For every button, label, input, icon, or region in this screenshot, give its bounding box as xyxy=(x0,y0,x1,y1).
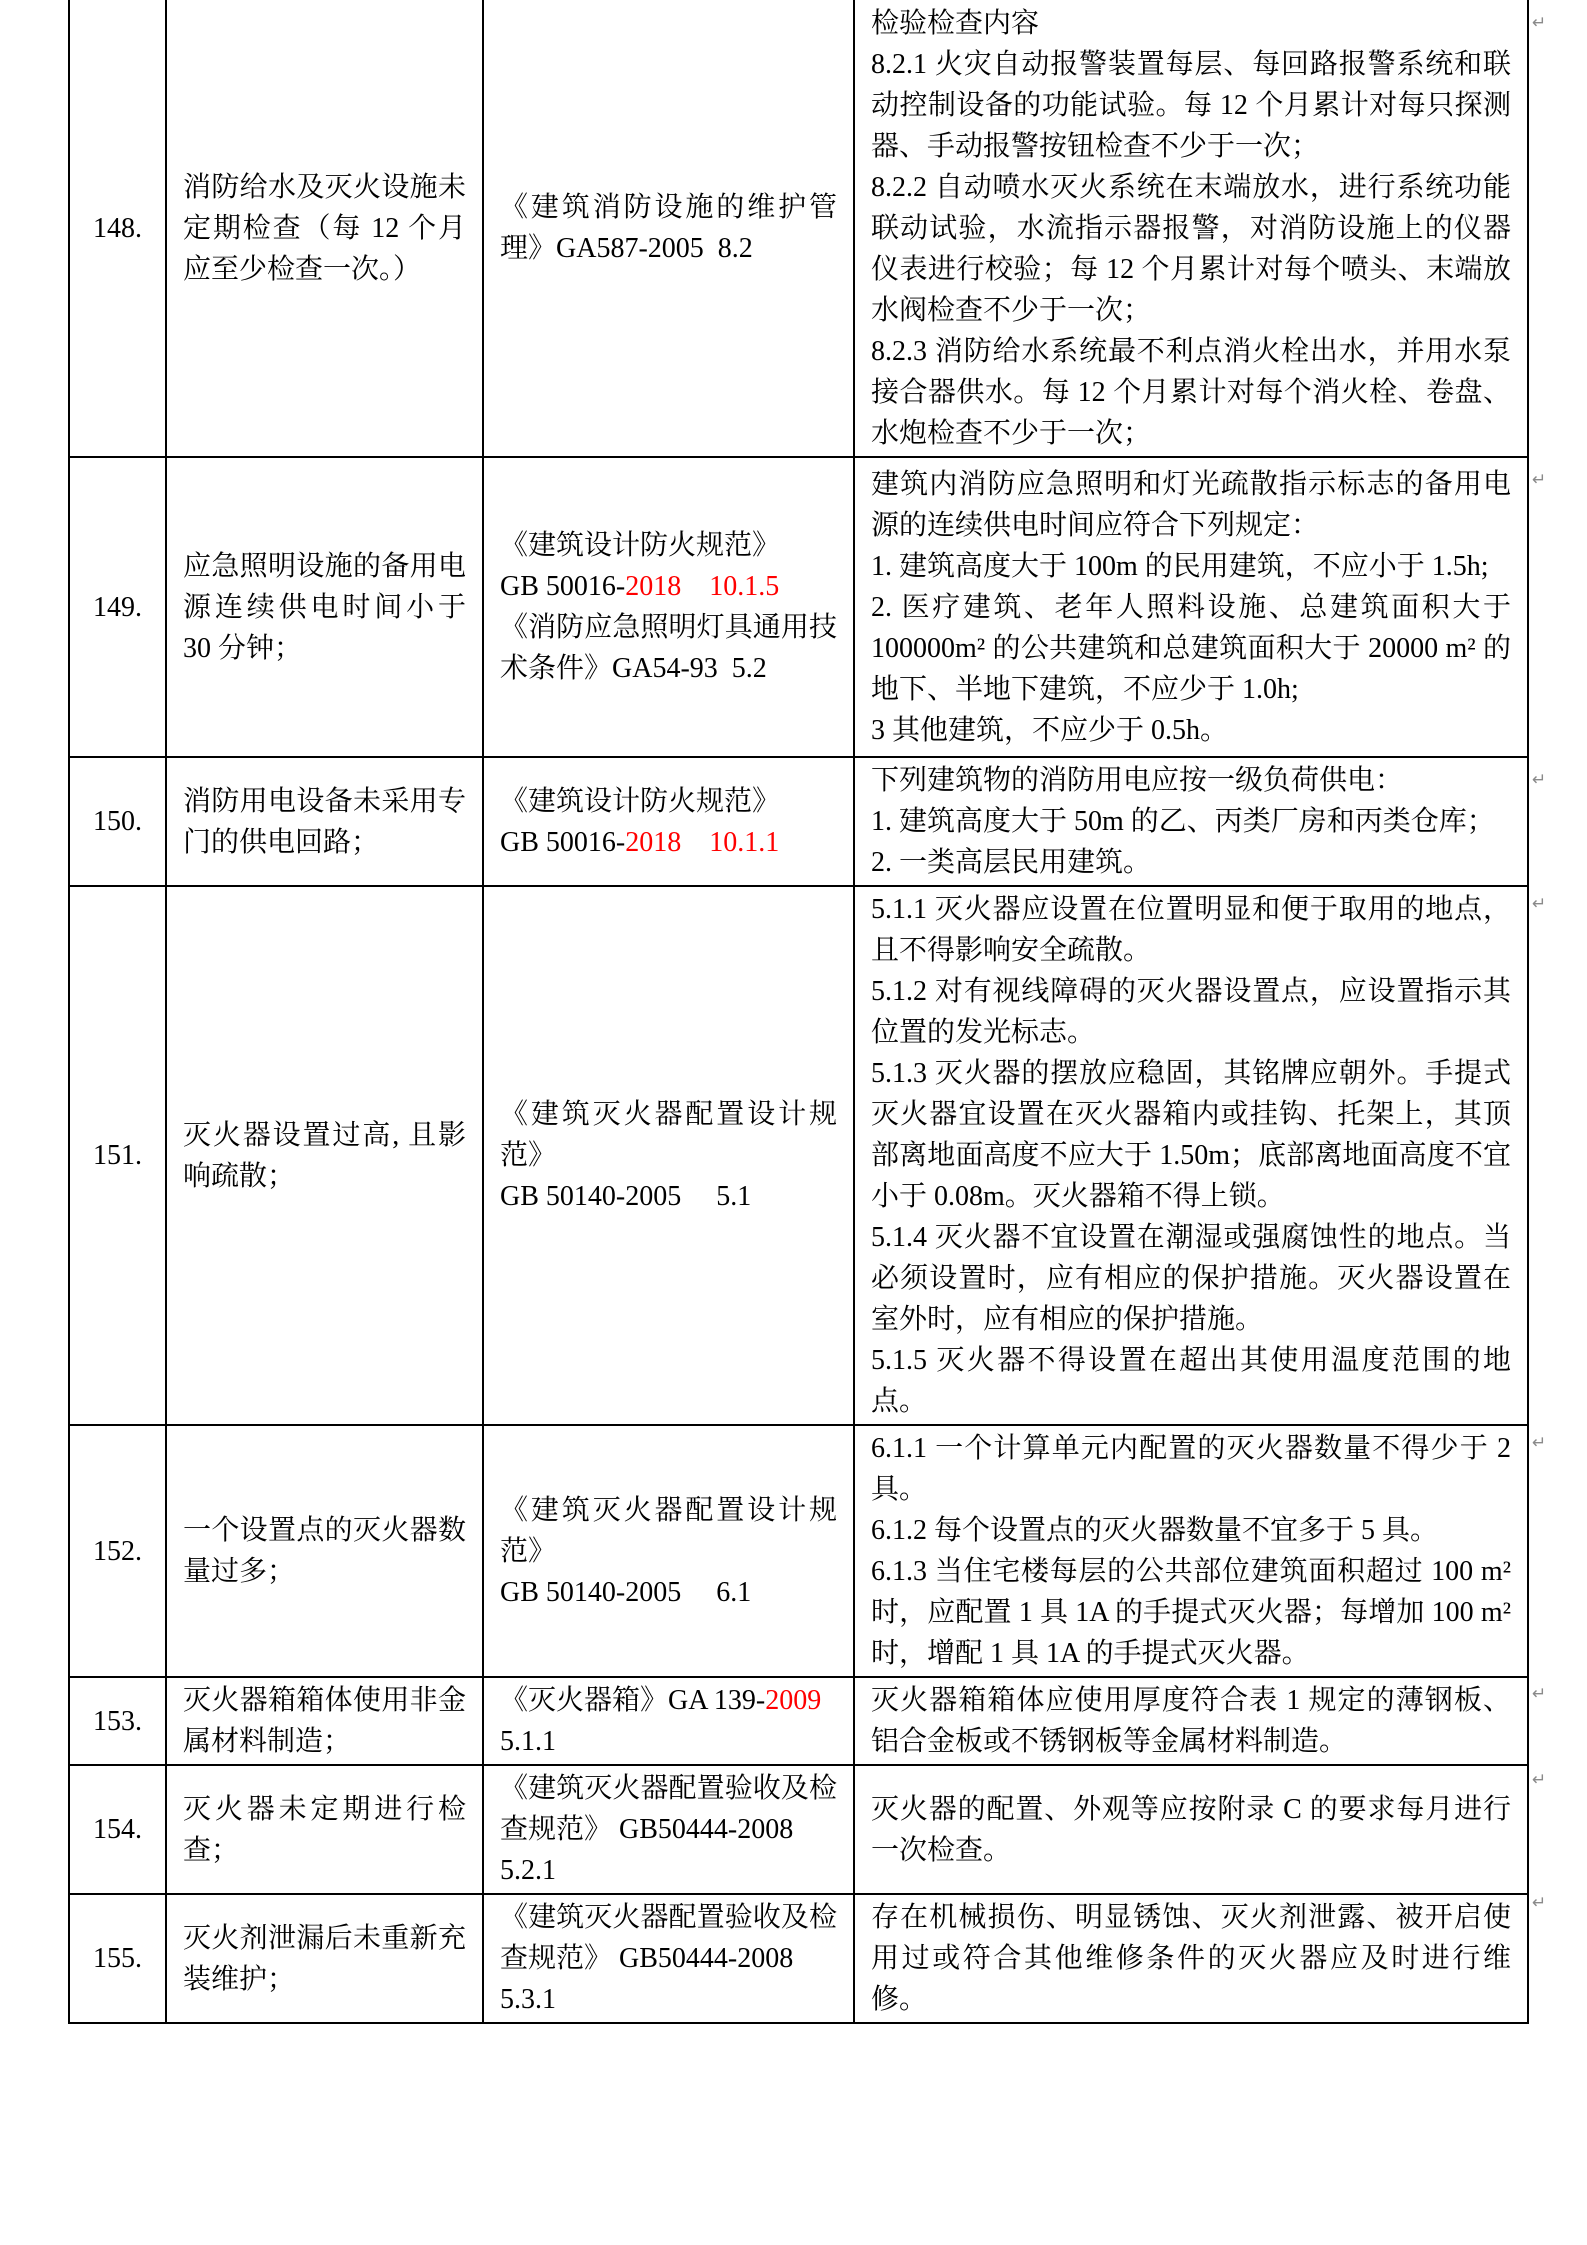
row-end-mark: ↵ xyxy=(1532,1893,1547,1913)
content-cell: 下列建筑物的消防用电应按一级负荷供电： 1. 建筑高度大于 50m 的乙、丙类厂房和丙类仓库； 2. 一类高层民用建筑。 xyxy=(854,757,1528,886)
table-row xyxy=(69,1765,1528,1894)
row-number-cell: 155. xyxy=(69,1894,166,2023)
violation-cell: 灭火器未定期进行检查； xyxy=(166,1765,483,1894)
violation-cell: 一个设置点的灭火器数量过多； xyxy=(166,1425,483,1677)
regulation-cell: 《建筑消防设施的维护管理》GA587-2005 8.2 xyxy=(483,0,854,457)
table-row xyxy=(69,1425,1528,1677)
regulations-table xyxy=(68,0,1529,2024)
row-end-mark: ↵ xyxy=(1532,1770,1547,1790)
table-row xyxy=(69,1677,1528,1765)
table-row xyxy=(69,0,1528,457)
regulation-cell: 《建筑设计防火规范》 GB 50016-2018 10.1.5 《消防应急照明灯具通用技术条件》GA54-93 5.2 xyxy=(483,457,854,757)
violation-cell: 应急照明设施的备用电源连续供电时间小于 30 分钟； xyxy=(166,457,483,757)
row-end-mark: ↵ xyxy=(1532,1684,1547,1704)
row-end-mark: ↵ xyxy=(1532,1433,1547,1453)
table-row xyxy=(69,1894,1528,2023)
row-number-cell: 153. xyxy=(69,1677,166,1765)
violation-cell: 消防给水及灭火设施未定期检查（每 12 个月应至少检查一次。） xyxy=(166,0,483,457)
row-number-cell: 150. xyxy=(69,757,166,886)
content-cell: 6.1.1 一个计算单元内配置的灭火器数量不得少于 2 具。 6.1.2 每个设置点的灭火器数量不宜多于 5 具。 6.1.3 当住宅楼每层的公共部位建筑面积超过 100 m²时，应配置 1 具 1A 的手提式灭火器；每增加 100 m²时，增配 1 具 1A 的手提式灭火器。 xyxy=(854,1425,1528,1677)
regulation-cell: 《建筑灭火器配置设计规范》 GB 50140-2005 5.1 xyxy=(483,886,854,1425)
row-number-cell: 148. xyxy=(69,0,166,457)
content-cell: 灭火器箱箱体应使用厚度符合表 1 规定的薄钢板、铝合金板或不锈钢板等金属材料制造。 xyxy=(854,1677,1528,1765)
content-cell: 存在机械损伤、明显锈蚀、灭火剂泄露、被开启使用过或符合其他维修条件的灭火器应及时进行维修。 xyxy=(854,1894,1528,2023)
row-number-cell: 151. xyxy=(69,886,166,1425)
content-cell: 5.1.1 灭火器应设置在位置明显和便于取用的地点，且不得影响安全疏散。 5.1.2 对有视线障碍的灭火器设置点，应设置指示其位置的发光标志。 5.1.3 灭火器的摆放应稳固，其铭牌应朝外。手提式灭火器宜设置在灭火器箱内或挂钩、托架上，其顶部离地面高度不应大于 1.50m；底部离地面高度不宜小于 0.08m。灭火器箱不得上锁。 5.1.4 灭火器不宜设置在潮湿或强腐蚀性的地点。当必须设置时，应有相应的保护措施。灭火器设置在室外时，应有相应的保护措施。 5.1.5 灭火器不得设置在超出其使用温度范围的地点。 xyxy=(854,886,1528,1425)
violation-cell: 灭火剂泄漏后未重新充装维护； xyxy=(166,1894,483,2023)
regulation-cell: 《建筑灭火器配置设计规范》 GB 50140-2005 6.1 xyxy=(483,1425,854,1677)
content-cell: 灭火器的配置、外观等应按附录 C 的要求每月进行一次检查。 xyxy=(854,1765,1528,1894)
row-number-cell: 154. xyxy=(69,1765,166,1894)
regulation-cell: 《建筑灭火器配置验收及检查规范》 GB50444-2008 5.3.1 xyxy=(483,1894,854,2023)
row-end-mark: ↵ xyxy=(1532,894,1547,914)
regulation-cell: 《建筑灭火器配置验收及检查规范》 GB50444-2008 5.2.1 xyxy=(483,1765,854,1894)
row-end-mark: ↵ xyxy=(1532,470,1547,490)
violation-cell: 灭火器设置过高, 且影响疏散； xyxy=(166,886,483,1425)
highlighted-text: 10.1.5 xyxy=(709,571,780,602)
highlighted-text: 2009 xyxy=(765,1685,822,1716)
table-row xyxy=(69,886,1528,1425)
regulation-cell: 《建筑设计防火规范》 GB 50016-2018 10.1.1 xyxy=(483,757,854,886)
violation-cell: 灭火器箱箱体使用非金属材料制造； xyxy=(166,1677,483,1765)
regulation-cell: 《灭火器箱》GA 139-2009 5.1.1 xyxy=(483,1677,854,1765)
table-row xyxy=(69,457,1528,757)
row-number-cell: 149. xyxy=(69,457,166,757)
violation-cell: 消防用电设备未采用专门的供电回路； xyxy=(166,757,483,886)
content-cell: 建筑内消防应急照明和灯光疏散指示标志的备用电源的连续供电时间应符合下列规定： 1. 建筑高度大于 100m 的民用建筑，不应小于 1.5h; 2. 医疗建筑、老年人照料设施、总建筑面积大于 100000m² 的公共建筑和总建筑面积大于 20000 m² 的地下、半地下建筑，不应少于 1.0h; 3 其他建筑，不应少于 0.5h。 xyxy=(854,457,1528,757)
row-number-cell: 152. xyxy=(69,1425,166,1677)
table-row xyxy=(69,757,1528,886)
row-end-mark: ↵ xyxy=(1532,13,1547,33)
highlighted-text: 2018 xyxy=(625,826,682,858)
highlighted-text: 10.1.1 xyxy=(709,826,780,858)
row-end-mark: ↵ xyxy=(1532,770,1547,790)
highlighted-text: 2018 xyxy=(625,571,682,602)
content-cell: 检验检查内容 8.2.1 火灾自动报警装置每层、每回路报警系统和联动控制设备的功能试验。每 12 个月累计对每只探测器、手动报警按钮检查不少于一次； 8.2.2 自动喷水灭火系统在末端放水，进行系统功能联动试验，水流指示器报警，对消防设施上的仪器仪表进行校验；每 12 个月累计对每个喷头、末端放水阀检查不少于一次； 8.2.3 消防给水系统最不利点消火栓出水，并用水泵接合器供水。每 12 个月累计对每个消火栓、卷盘、水炮检查不少于一次； xyxy=(854,0,1528,457)
